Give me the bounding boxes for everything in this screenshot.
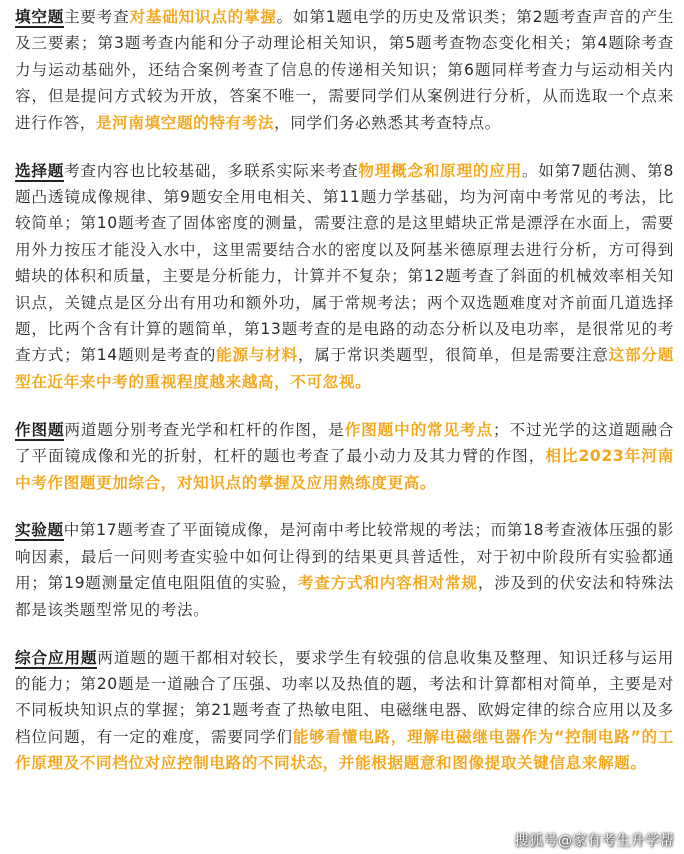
highlighted-text: 考查方式和内容相对常规 — [297, 574, 478, 593]
body-text: ，涉及到的伏安法和特殊法都是该类题型常见的考法。 — [15, 574, 674, 619]
paragraph-comprehensive — [15, 645, 674, 777]
highlighted-text: 物理概念和原理的应用 — [358, 161, 522, 180]
highlighted-text: 这部分题型在近年来中考的重视程度越来越高，不可忽视。 — [15, 346, 674, 391]
highlighted-text: 能够看懂电路，理解电磁继电器作为“控制电路”的工作原理及不同档位对应控制电路的不同状态，并能根据题意和图像提取关键信息来解题。 — [15, 727, 674, 773]
section-heading: 选择题 — [15, 161, 65, 180]
section-heading: 填空题 — [15, 8, 65, 26]
body-text: ；不过光学的这道题融合了平面镜成像和光的折射，杠杆的题也考查了最小动力及其力臂的作图， — [15, 420, 674, 466]
body-text: 两道题分别考查光学和杠杆的作图，是 — [64, 420, 345, 439]
body-text: 中第17题考查了平面镜成像，是河南中考比较常规的考法；而第18考查液体压强的影响因素，最后一问则考查实验中如何让得到的结果更具普适性，对于初中阶段所有实验都通用；第19题测量定值电阻阻值的实验， — [15, 521, 674, 593]
paragraph-choice — [15, 158, 674, 396]
body-text: 考查内容也比较基础，多联系实际来考查 — [64, 161, 359, 180]
section-heading: 作图题 — [15, 420, 65, 439]
highlighted-text: 对基础知识点的掌握 — [129, 8, 277, 26]
highlighted-text: 能源与材料 — [216, 346, 298, 365]
sohu-watermark: 搜狐号@家有考生升学帮 — [514, 833, 674, 849]
body-text: 。如第1题电学的历史及常识类；第2题考查声音的产生及三要素；第3题考查内能和分子动理论相关知识，第5题考查物态变化相关；第4题除考查力与运动基础外，还结合案例考查了信息的传递相关知识；第6题同样考查力与运动相关内容，但是提问方式较为开放，答案不唯一，需要同学们从案例进行分析，从而选取一个点来进行作答， — [15, 8, 674, 132]
body-text: 。如第7题估测、第8题凸透镜成像规律、第9题安全用电相关、第11题力学基础，均为河南中考常见的考法，比较简单；第10题考查了固体密度的测量，需要注意的是这里蜡块正常是漂浮在水面上，需要用外力按压才能没入水中，这里需要结合水的密度以及阿基米德原理去进行分析，方可得到蜡块的体积和质量，主要是分析能力，计算并不复杂；第12题考查了斜面的机械效率相关知识点，关键点是区分出有用功和额外功，属于常规考法；两个双选题难度对齐前面几道选择题，比两个含有计算的题简单，第13题考查的是电路的动态分析以及电功率，是很常见的考查方式；第14题则是考查的 — [15, 161, 674, 365]
body-text: 两道题的题干都相对较长，要求学生有较强的信息收集及整理、知识迁移与运用的能力；第20题是一道融合了压强、功率以及热值的题，考法和计算都相对简单，主要是对不同板块知识点的掌握；第21题考查了热敏电阻、电磁继电器、欧姆定律的综合应用以及多档位问题，有一定的难度，需要同学们 — [15, 648, 674, 746]
paragraph-experiment — [15, 517, 674, 623]
highlighted-text: 作图题中的常见考点 — [344, 420, 493, 439]
highlighted-text: 是河南填空题的特有考法 — [95, 113, 275, 132]
section-heading: 综合应用题 — [15, 648, 98, 667]
body-text: 主要考查 — [64, 8, 130, 26]
paragraph-fill-blank — [15, 4, 674, 136]
section-heading: 实验题 — [15, 521, 64, 540]
paragraph-drawing — [15, 417, 674, 496]
body-text: ，同学们务必熟悉其考查特点。 — [274, 113, 501, 132]
body-text: ，属于常识类题型，很简单，但是需要注意 — [297, 346, 609, 365]
highlighted-text: 相比2023年河南中考作图题更加综合，对知识点的掌握及应用熟练度更高。 — [15, 447, 674, 492]
